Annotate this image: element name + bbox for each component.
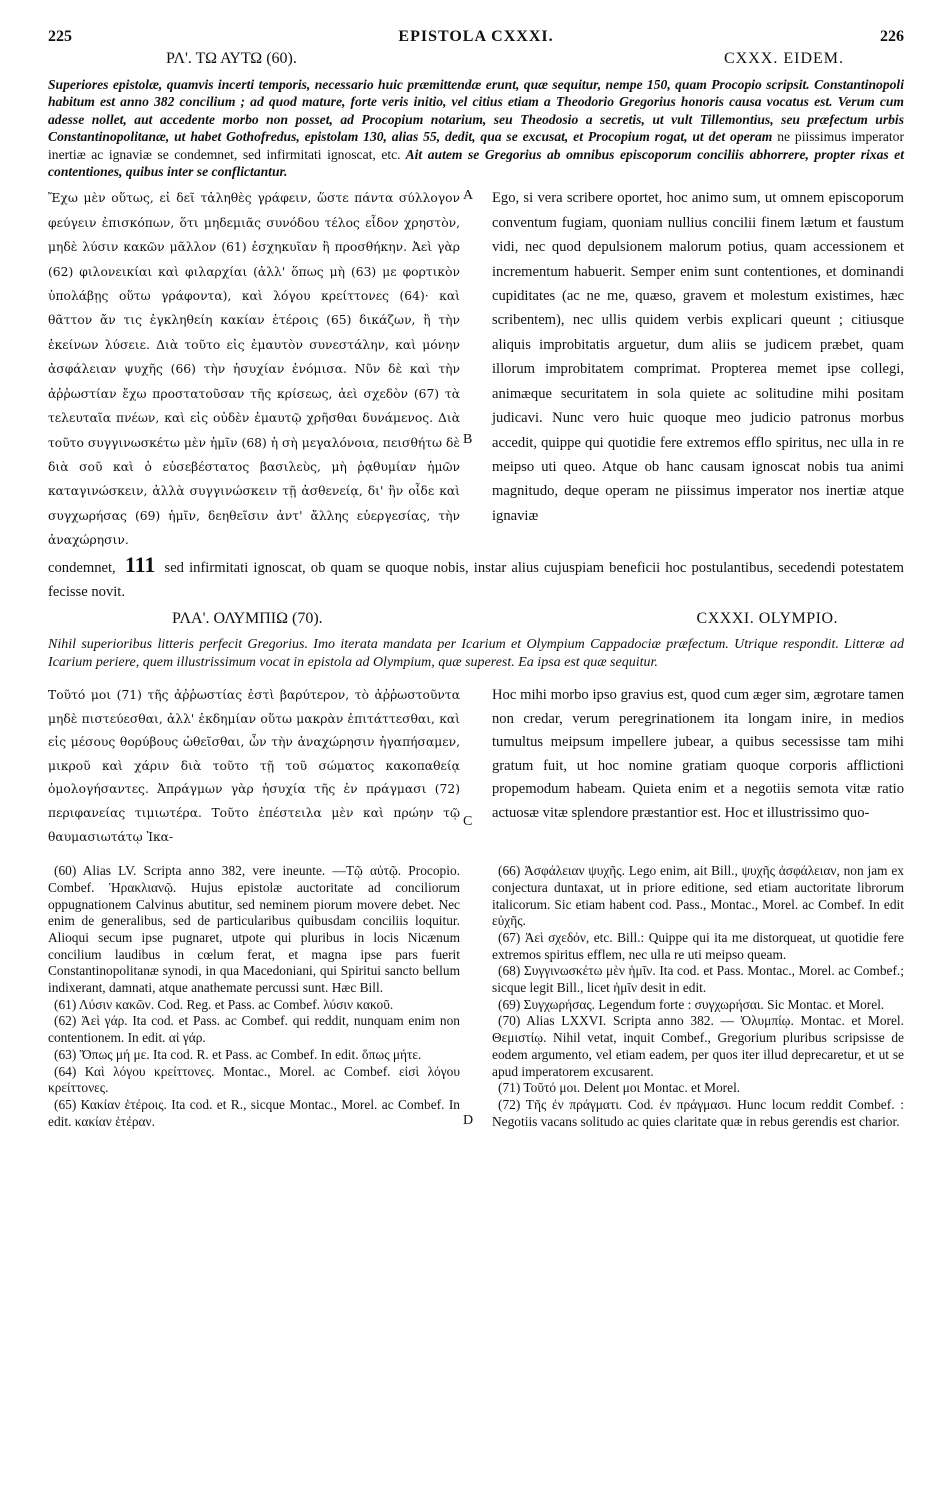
latin-heading: CXXX. EIDEM. xyxy=(724,50,844,67)
footnote: (71) Τοῦτό μοι. Delent μοι Montac. et Morel. xyxy=(498,1080,741,1096)
footnote: (60) Alias LV. Scripta anno 382, vere ineunte. —Τῷ αὐτῷ. Procopio. Combef. Ἡρακλιανῷ. Hujus epistolæ auctoritate ad conciliorum oppugnationem Calvinus abutitur, sed neminem piorum movere debet. Nec enim de generalibus, sed de particularibus quibusdam conciliis loquitur. Alioqui secum ipse pugnaret, utpote qui pluribus in locis Nicænum concilium laudibus in cœlum ferat, et magna ipse pars fuerit Constantinopolitanæ synodi, in qua Macedoniani, qui Spiritui sancto bellum indixerant, damnati, atque anathemate percussi sunt. Hæc Bill. xyxy=(48,863,460,996)
footnote: (63) Ὅπως μή με. Ita cod. R. et Pass. ac Combef. In edit. ὅπως μήτε. xyxy=(54,1046,422,1062)
letter-131-body xyxy=(48,684,904,849)
margin-marker-c: C xyxy=(463,813,473,829)
letter-130-body xyxy=(48,186,904,552)
argument-part-2: ne piissimus imperator inertiæ ac ignaviæ se condemnet, sed infirmitati ignoscat, etc. xyxy=(48,129,904,162)
footnote: (67) Ἀεὶ σχεδόν, etc. Bill.: Quippe qui ita me distorqueat, ut quotidie fere extremos spiritus efflem, nec ulla re uti meipso queam. xyxy=(492,929,904,962)
letter-130-continuation xyxy=(48,553,904,604)
running-head xyxy=(48,28,904,50)
footnote: (66) Ἀσφάλειαν ψυχῆς. Lego enim, ait Bill., ψυχῆς ἀσφάλειαν, non jam ex conjectura duntaxat, ut in priore editione, sed etiam auctoritate librorum italicorum. Sic etiam habent cod. Pass., Montac., Morel. ac Combef. In edit εὐχῆς. xyxy=(492,863,904,929)
footnote: (68) Συγγινωσκέτω μὲν ἡμῖν. Ita cod. et Pass. Montac., Morel. ac Combef.; sicque legit Bill., licet ἡμῖν desit in edit. xyxy=(492,963,904,996)
argument-part-3: Ait autem se Gregorius ab omnibus episcoporum conciliis abhorrere, propter rixas et contentiones, quibus inter se conflictantur. xyxy=(48,146,904,180)
right-page-number: 226 xyxy=(880,28,904,45)
greek-heading: ΡΛ'. ΤΩ ΑΥΤΩ (60). xyxy=(166,50,297,67)
continuation-after: sed infirmitati ignoscat, ob quam se quoque nobis, instar alius cujuspiam beneficii hoc postulantibus, secedendi potestatem fecisse novit. xyxy=(48,559,904,600)
page xyxy=(48,28,904,1130)
footnote: (65) Κακίαν ἑτέροις. Ita cod. et R., sicque Montac., Morel. ac Combef. In edit. κακίαν ἑτέραν. xyxy=(48,1096,460,1129)
letter-130-headings xyxy=(48,50,904,72)
margin-marker-d: D xyxy=(463,1113,474,1129)
greek-column: Ἔχω μὲν οὕτως, εἰ δεῖ τἀληθὲς γράφειν, ὥστε πάντα σύλλογον φεύγειν ἐπισκόπων, ὅτι μηδεμιᾶς συνόδου τέλος εἶδον χρηστὸν, μηδὲ λύσιν κακῶν μᾶλλον (61) ἐσχηκυῖαν ἢ προσθήκην. Ἀεὶ γὰρ (62) φιλονεικίαι καὶ φιλαρχίαι (ἀλλ' ὅπως μὴ (63) με φορτικὸν ὑπολάβῃς οὕτω γράφοντα), καὶ λόγου κρείττονες (64)· καὶ θᾶττον ἄν τις ἐγκληθείη κακίαν ἑτέροις (65) δικάζων, ἢ τὴν ἐκείνων λύσειε. Διὰ τοῦτο εἰς ἐμαυτὸν συνεστάλην, καὶ μόνην ἀσφάλειαν ψυχῆς (66) τὴν ἡσυχίαν ἐνόμισα. Νῦν δὲ καὶ τὴν ἀῤῥωστίαν ἔχω προστατοῦσαν τῆς κρίσεως, ἀεὶ σχεδὸν (67) τὰ τελευταῖα πνέων, καὶ εἰς οὐδὲν ἐμαυτῷ χρῆσθαι δυνάμενος. Διὰ τοῦτο συγγινωσκέτω μὲν ἡμῖν (68) ἡ σὴ μεγαλόνοια, πεισθήτω δὲ διὰ σοῦ καὶ ὁ εὐσεβέστατος βασιλεὺς, μὴ ῥᾳθυμίαν ἡμῶν καταγινώσκειν, ἀλλὰ συγγινώσκειν τῇ ἀσθενείᾳ, δι' ἣν οἶδε καὶ συγχωρήσας (69) ἡμῖν, δεηθεῖσιν ἀντ' ἄλλης εὐεργεσίας, τὴν ἀναχώρησιν. xyxy=(48,191,460,548)
edition-page-number: 111 xyxy=(124,551,156,577)
latin-heading: CXXXI. OLYMPIO. xyxy=(696,609,838,627)
latin-column: Ego, si vera scribere oportet, hoc animo sum, ut omnem episcoporum conventum fugiam, quoniam nullius concilii finem lætum et faustum vidi, nec quod depulsionem malorum potius, quam accessionem et incrementum habuerit. Semper enim sunt contentiones, et dominandi cupiditates (ac ne me, quæso, gravem et molestum existimes, hæc scribentem), nec ullis quidem verbis explicari queunt ; citiusque aliquis improbitatis arguetur, dum aliis se judicem præbet, quam illorum improbitatem comprimat. Propterea memet ipse collegi, animæque securitatem in sola quiete ac solitudine mihi positam judicavi. Nunc vero huic quoque meo judicio patronus morbus accedit, quippe qui quotidie fere extremos efflo spiritus, nec ulla in re meipso uti queo. Atque ob hanc causam ignoscat nobis tua animi magnitudo, deque operam ne piissimus imperator nos inertiæ atque ignaviæ xyxy=(492,190,904,524)
latin-column: Hoc mihi morbo ipso gravius est, quod cum æger sim, ægrotare tamen non credar, verum peregrinationem ita longam inire, in medios tumultus meipsum impellere jubear, a quibus secessisse tam mihi gratum fuit, ut hoc nomine gratiam quoque corporis afflictioni propemodum habeam. Quieta enim et a negotiis semota vitæ ratio actuosæ vitæ splendore præstantior est. Hoc et illustrissimo quo- xyxy=(492,686,904,821)
footnote: (62) Ἀεὶ γάρ. Ita cod. et Pass. ac Combef. qui reddit, nunquam enim non contentionem. In edit. αἱ γάρ. xyxy=(48,1013,460,1046)
running-title: EPISTOLA CXXXI. xyxy=(398,28,554,45)
argument-part-1: Superiores epistolæ, quamvis incerti temporis, necessario huic præmittendæ erunt, quæ sequitur, nempe 150, quam Procopio scripsit. Constantinopoli habitum est anno 382 concilium ; ad quod mature, forte veris initio, vel citius etiam a Theodorio Gregorius honoris causa vocatus est. Verum cum adesse nollet, aut accedente morbo non posset, ad Procopium notarium, seu Theodosio a secretis, ut vult Tillemontius, seu præfectum urbis Constantinopolitanæ, ut habet Gothofredus, epistolam 130, alias 55, dedit, qua se excusat, et Procopium rogat, ut det operam xyxy=(48,77,904,145)
footnotes xyxy=(48,863,904,1130)
footnotes-right xyxy=(492,863,904,1130)
footnote: (64) Καὶ λόγου κρείττονες. Montac., Morel. ac Combef. εἰσὶ λόγου κρείττονες. xyxy=(48,1063,460,1096)
letter-130-argument xyxy=(48,76,904,180)
footnote: (72) Τῆς ἐν πράγματι. Cod. ἐν πράγμασι. Hunc locum reddit Combef. : Negotiis vacans solitudo ac quies claritate quæ in rebus gerendis est charior. xyxy=(492,1096,904,1129)
footnote: (70) Alias LXXVI. Scripta anno 382. — Ὀλυμπίῳ. Montac. et Morel. Θεμιστίῳ. Nihil vetat, inquit Combef., Gregorium pluribus scripsisse de eodem argumento, vel etiam eadem, per quos iter illud deprecaretur, et ut se apud imperatorem excusarent. xyxy=(492,1013,904,1079)
greek-column: Τοῦτό μοι (71) τῆς ἀῤῥωστίας ἐστὶ βαρύτερον, τὸ ἀῤῥωστοῦντα μηδὲ πιστεύεσθαι, ἀλλ' ἐκδημίαν οὕτω μακρὰν ἐπιτάττεσθαι, καὶ εἰς μέσους θορύβους ὠθεῖσθαι, ὧν τὴν ἀναχώρησιν ἠγαπήσαμεν, μικροῦ καὶ χάριν διὰ τοῦτο τῇ τοῦ σώματος κακοπαθείᾳ ὁμολογήσαντες. Ἀπράγμων γὰρ ἡσυχία τῆς ἐν πράγμασι (72) περιφανείας τιμιωτέρα. Τοῦτο ἐπέστειλα μὲν καὶ πρώην τῷ θαυμασιωτάτῳ Ἰκα- xyxy=(48,687,460,844)
footnote: (69) Συγχωρήσας. Legendum forte : συγχωρήσαι. Sic Montac. et Morel. xyxy=(498,996,885,1012)
continuation-before: condemnet, xyxy=(48,559,116,576)
greek-heading: ΡΛΑ'. ΟΛΥΜΠΙΩ (70). xyxy=(172,609,323,627)
margin-marker-b: B xyxy=(463,432,473,448)
letter-131-argument: Nihil superioribus litteris perfecit Gregorius. Imo iterata mandata per Icarium et Olympium Cappadociæ præfectum. Utrique respondit. Litteræ ad Icarium periere, quem illustrissimum vocat in epistola ad Olympium, quæ superest. Ea ipsa est quæ sequitur. xyxy=(48,636,904,670)
margin-marker-a: A xyxy=(463,188,474,204)
footnotes-left xyxy=(48,863,460,1130)
footnote: (61) Λύσιν κακῶν. Cod. Reg. et Pass. ac Combef. λύσιν κακοῦ. xyxy=(54,996,394,1012)
left-page-number: 225 xyxy=(48,28,72,45)
letter-131-headings xyxy=(48,610,904,634)
